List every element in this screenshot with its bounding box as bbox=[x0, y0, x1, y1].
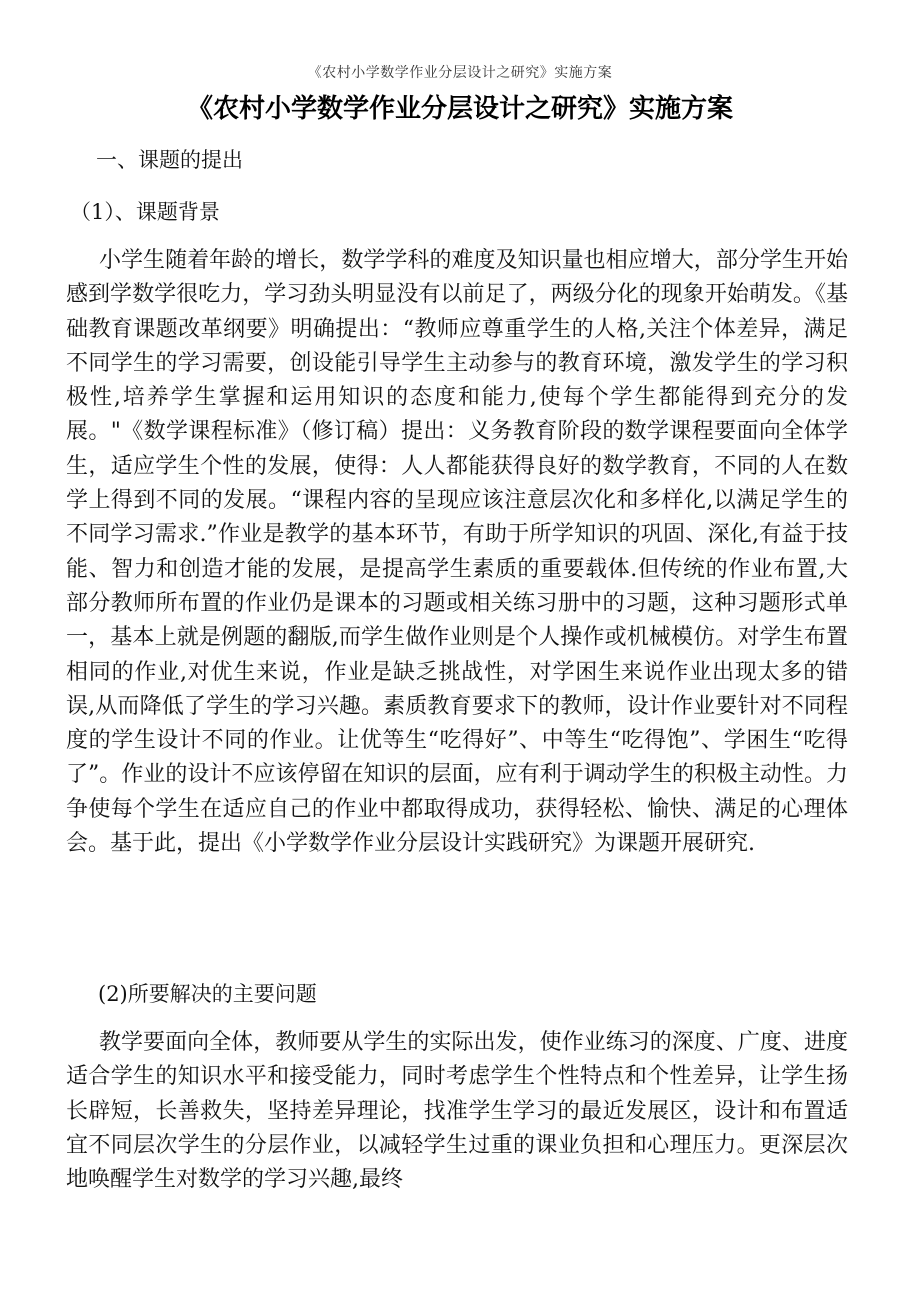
running-header: 《农村小学数学作业分层设计之研究》实施方案 bbox=[307, 65, 613, 81]
subsection-heading-main-problems: (2)所要解决的主要问题 bbox=[98, 982, 317, 1006]
section-heading-1: 一、课题的提出 bbox=[96, 148, 243, 172]
paragraph-main-problems: 教学要面向全体，教师要从学生的实际出发，使作业练习的深度、广度、进度适合学生的知识水平和接受能力，同时考虑学生个性特点和个性差异，让学生扬长辟短，长善救失，坚持差异理论，找准学生学习的最近发展区，设计和布置适宜不同层次学生的分层作业，以减轻学生过重的课业负担和心理压力。更深层次地唤醒学生对数学的学习兴趣,最终 bbox=[66, 1030, 848, 1193]
paragraph-background: 小学生随着年龄的增长，数学学科的难度及知识量也相应增大，部分学生开始感到学数学很吃力，学习劲头明显没有以前足了，两级分化的现象开始萌发。《基础教育课题改革纲要》明确提出：“教师应尊重学生的人格,关注个体差异，满足不同学生的学习需要，创设能引导学生主动参与的教育环境，激发学生的学习积极性,培养学生掌握和运用知识的态度和能力,使每个学生都能得到充分的发展。"《数学课程标准》（修订稿）提出：义务教育阶段的数学课程要面向全体学生，适应学生个性的发展，使得：人人都能获得良好的数学教育，不同的人在数学上得到不同的发展。“课程内容的呈现应该注意层次化和多样化,以满足学生的不同学习需求.”作业是教学的基本环节，有助于所学知识的巩固、深化,有益于技能、智力和创造才能的发展，是提高学生素质的重要载体.但传统的作业布置,大部分教师所布置的作业仍是课本的习题或相关练习册中的习题，这种习题形式单一，基本上就是例题的翻版,而学生做作业则是个人操作或机械模仿。对学生布置相同的作业,对优生来说，作业是缺乏挑战性，对学困生来说作业出现太多的错误,从而降低了学生的学习兴趣。素质教育要求下的教师，设计作业要针对不同程度的学生设计不同的作业。让优等生“吃得好”、中等生“吃得饱”、学困生“吃得了”。作业的设计不应该停留在知识的层面，应有利于调动学生的积极主动性。力争使每个学生在适应自己的作业中都取得成功，获得轻松、愉快、满足的心理体会。基于此，提出《小学数学作业分层设计实践研究》为课题开展研究. bbox=[66, 248, 848, 857]
subsection-heading-background: （1）、课题背景 bbox=[70, 200, 220, 224]
page-title: 《农村小学数学作业分层设计之研究》实施方案 bbox=[186, 94, 733, 124]
